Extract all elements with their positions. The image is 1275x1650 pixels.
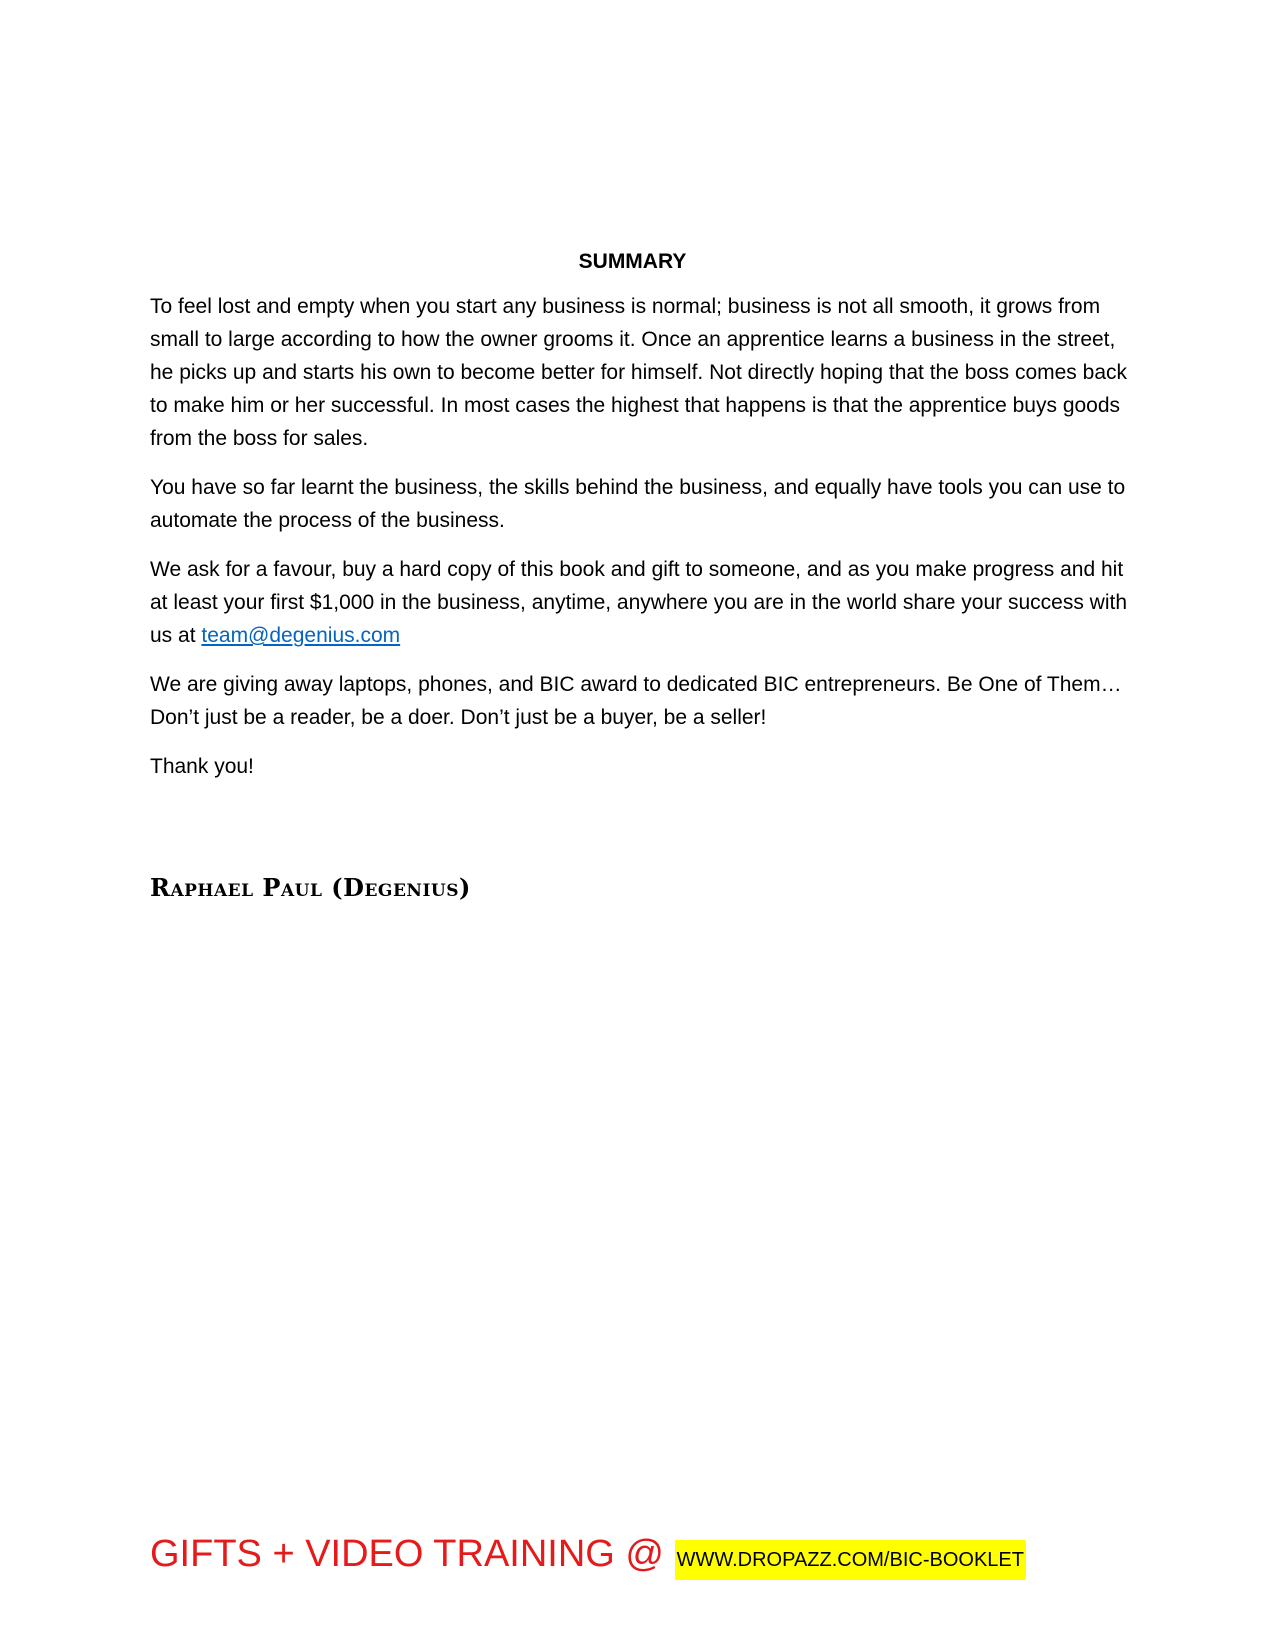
footer-url-highlight[interactable]: WWW.DROPAZZ.COM/BIC-BOOKLET (675, 1540, 1026, 1580)
footer-promo (150, 1530, 1026, 1580)
footer-promo-text: GIFTS + VIDEO TRAINING @ (150, 1533, 675, 1575)
paragraph-giveaway: We are giving away laptops, phones, and BIC award to dedicated BIC entrepreneurs. Be One of Them… Don’t just be a reader, be a doer. Don’t just be a buyer, be a seller! (150, 673, 1122, 729)
closing-thanks: Thank you! (150, 755, 254, 778)
email-link[interactable]: team@degenius.com (201, 624, 401, 647)
author-signature: Raphael Paul (Degenius) (150, 873, 471, 902)
paragraph-skills: You have so far learnt the business, the skills behind the business, and equally have tools you can use to automate the process of the business. (150, 476, 1126, 532)
summary-heading: SUMMARY (578, 250, 687, 273)
favour-text: We ask for a favour, buy a hard copy of this book and gift to someone, and as you make progress and hit at least your first $1,000 in the business, anytime, anywhere you are in the world share your success with us at (150, 558, 1127, 647)
paragraph-favour (150, 553, 1130, 652)
document-body (150, 248, 1130, 799)
paragraph-intro: To feel lost and empty when you start any business is normal; business is not all smooth, it grows from small to large according to how the owner grooms it. Once an apprentice learns a business in the street, he picks up and starts his own to become better for himself. Not directly hoping that the boss comes back to make him or her successful. In most cases the highest that happens is that the apprentice buys goods from the boss for sales. (150, 295, 1127, 450)
